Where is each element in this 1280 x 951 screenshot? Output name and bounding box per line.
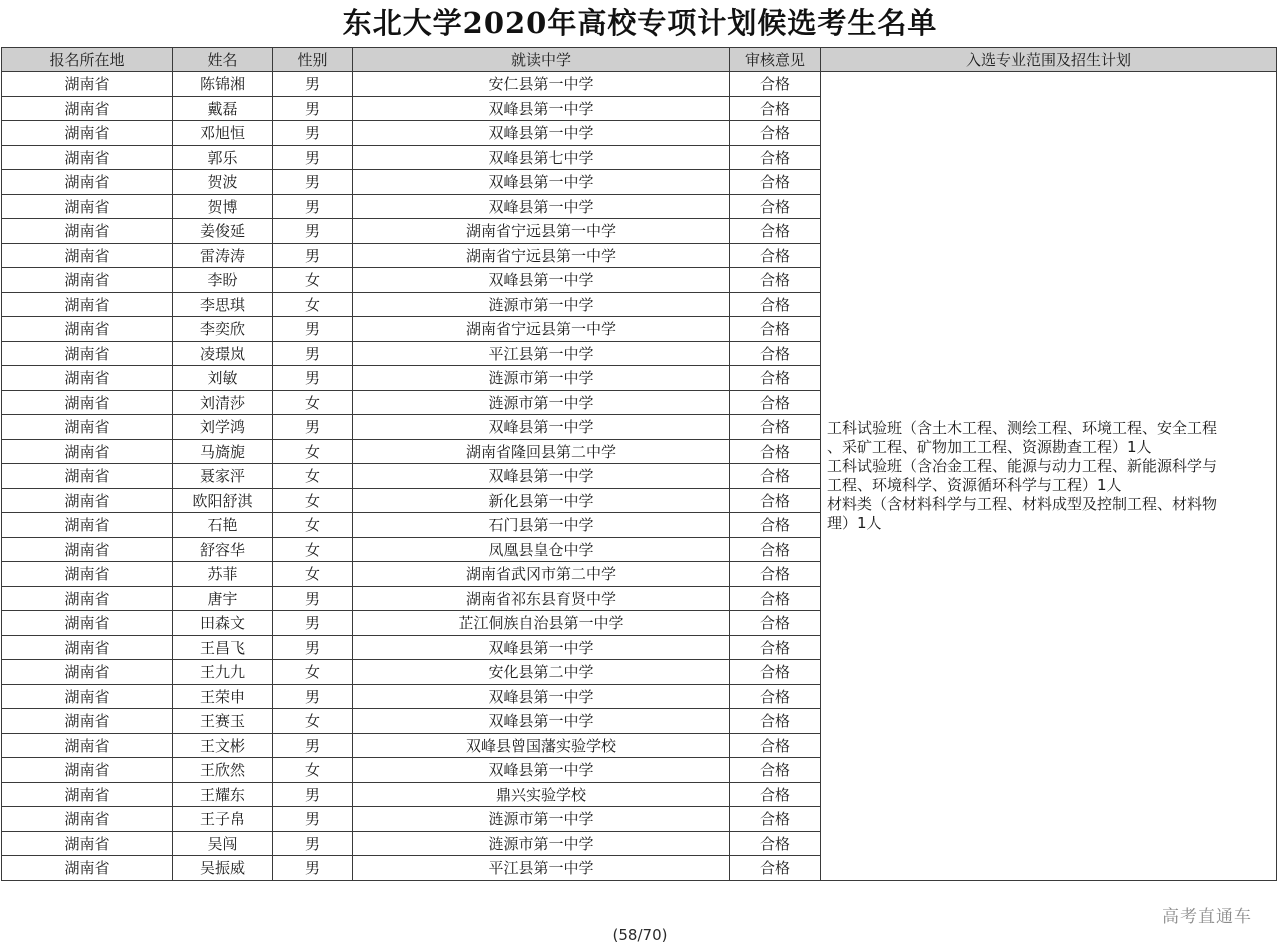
gender-cell: 男 [273, 243, 353, 268]
review-cell: 合格 [730, 194, 821, 219]
review-cell: 合格 [730, 170, 821, 195]
name-cell: 贺波 [173, 170, 273, 195]
page-number: (58/70) [612, 926, 668, 944]
gender-cell: 男 [273, 782, 353, 807]
gender-cell: 男 [273, 733, 353, 758]
name-cell: 王九九 [173, 660, 273, 685]
column-header-region: 报名所在地 [2, 48, 173, 72]
gender-cell: 男 [273, 831, 353, 856]
name-cell: 刘学鸿 [173, 415, 273, 440]
review-cell: 合格 [730, 341, 821, 366]
school-cell: 湖南省武冈市第二中学 [353, 562, 730, 587]
region-cell: 湖南省 [2, 758, 173, 783]
review-cell: 合格 [730, 366, 821, 391]
table-row [2, 72, 1277, 97]
region-cell: 湖南省 [2, 292, 173, 317]
gender-cell: 男 [273, 586, 353, 611]
gender-cell: 女 [273, 660, 353, 685]
name-cell: 邓旭恒 [173, 121, 273, 146]
name-cell: 贺博 [173, 194, 273, 219]
region-cell: 湖南省 [2, 439, 173, 464]
review-cell: 合格 [730, 831, 821, 856]
column-header-gender: 性别 [273, 48, 353, 72]
column-header-plan: 入选专业范围及招生计划 [821, 48, 1277, 72]
school-cell: 鼎兴实验学校 [353, 782, 730, 807]
table-body [2, 72, 1277, 881]
school-cell: 双峰县第七中学 [353, 145, 730, 170]
name-cell: 郭乐 [173, 145, 273, 170]
review-cell: 合格 [730, 513, 821, 538]
school-cell: 新化县第一中学 [353, 488, 730, 513]
plan-cell [821, 72, 1277, 881]
gender-cell: 男 [273, 415, 353, 440]
review-cell: 合格 [730, 219, 821, 244]
gender-cell: 女 [273, 268, 353, 293]
name-cell: 戴磊 [173, 96, 273, 121]
name-cell: 吴闯 [173, 831, 273, 856]
region-cell: 湖南省 [2, 807, 173, 832]
plan-line: 工程、环境科学、资源循环科学与工程）1人 [827, 475, 1122, 494]
review-cell: 合格 [730, 660, 821, 685]
gender-cell: 男 [273, 96, 353, 121]
gender-cell: 男 [273, 341, 353, 366]
gender-cell: 男 [273, 194, 353, 219]
review-cell: 合格 [730, 856, 821, 881]
region-cell: 湖南省 [2, 660, 173, 685]
review-cell: 合格 [730, 439, 821, 464]
review-cell: 合格 [730, 733, 821, 758]
school-cell: 涟源市第一中学 [353, 807, 730, 832]
name-cell: 舒容华 [173, 537, 273, 562]
gender-cell: 男 [273, 807, 353, 832]
gender-cell: 女 [273, 537, 353, 562]
region-cell: 湖南省 [2, 635, 173, 660]
name-cell: 陈锦湘 [173, 72, 273, 97]
review-cell: 合格 [730, 464, 821, 489]
region-cell: 湖南省 [2, 341, 173, 366]
column-header-school: 就读中学 [353, 48, 730, 72]
review-cell: 合格 [730, 96, 821, 121]
review-cell: 合格 [730, 415, 821, 440]
school-cell: 安仁县第一中学 [353, 72, 730, 97]
school-cell: 湖南省隆回县第二中学 [353, 439, 730, 464]
school-cell: 安化县第二中学 [353, 660, 730, 685]
region-cell: 湖南省 [2, 782, 173, 807]
school-cell: 双峰县第一中学 [353, 96, 730, 121]
review-cell: 合格 [730, 611, 821, 636]
name-cell: 欧阳舒淇 [173, 488, 273, 513]
name-cell: 唐宇 [173, 586, 273, 611]
school-cell: 双峰县第一中学 [353, 268, 730, 293]
school-cell: 双峰县第一中学 [353, 464, 730, 489]
region-cell: 湖南省 [2, 194, 173, 219]
school-cell: 涟源市第一中学 [353, 366, 730, 391]
gender-cell: 女 [273, 292, 353, 317]
region-cell: 湖南省 [2, 96, 173, 121]
school-cell: 双峰县第一中学 [353, 170, 730, 195]
region-cell: 湖南省 [2, 488, 173, 513]
region-cell: 湖南省 [2, 317, 173, 342]
column-header-review: 审核意见 [730, 48, 821, 72]
school-cell: 凤凰县皇仓中学 [353, 537, 730, 562]
school-cell: 双峰县曾国藩实验学校 [353, 733, 730, 758]
review-cell: 合格 [730, 268, 821, 293]
review-cell: 合格 [730, 562, 821, 587]
column-header-name: 姓名 [173, 48, 273, 72]
school-cell: 双峰县第一中学 [353, 194, 730, 219]
school-cell: 涟源市第一中学 [353, 292, 730, 317]
table-header-row [2, 48, 1277, 72]
review-cell: 合格 [730, 537, 821, 562]
review-cell: 合格 [730, 243, 821, 268]
name-cell: 马旖旎 [173, 439, 273, 464]
school-cell: 双峰县第一中学 [353, 684, 730, 709]
gender-cell: 女 [273, 758, 353, 783]
review-cell: 合格 [730, 145, 821, 170]
name-cell: 姜俊延 [173, 219, 273, 244]
region-cell: 湖南省 [2, 415, 173, 440]
review-cell: 合格 [730, 782, 821, 807]
name-cell: 王赛玉 [173, 709, 273, 734]
gender-cell: 女 [273, 562, 353, 587]
gender-cell: 男 [273, 856, 353, 881]
review-cell: 合格 [730, 72, 821, 97]
region-cell: 湖南省 [2, 72, 173, 97]
region-cell: 湖南省 [2, 831, 173, 856]
school-cell: 芷江侗族自治县第一中学 [353, 611, 730, 636]
plan-line: 、采矿工程、矿物加工工程、资源勘查工程）1人 [827, 437, 1152, 456]
region-cell: 湖南省 [2, 366, 173, 391]
review-cell: 合格 [730, 684, 821, 709]
gender-cell: 女 [273, 488, 353, 513]
gender-cell: 男 [273, 145, 353, 170]
gender-cell: 男 [273, 684, 353, 709]
gender-cell: 女 [273, 390, 353, 415]
school-cell: 涟源市第一中学 [353, 831, 730, 856]
review-cell: 合格 [730, 488, 821, 513]
name-cell: 王欣然 [173, 758, 273, 783]
region-cell: 湖南省 [2, 170, 173, 195]
name-cell: 王文彬 [173, 733, 273, 758]
region-cell: 湖南省 [2, 611, 173, 636]
region-cell: 湖南省 [2, 219, 173, 244]
review-cell: 合格 [730, 317, 821, 342]
school-cell: 湖南省宁远县第一中学 [353, 243, 730, 268]
gender-cell: 男 [273, 366, 353, 391]
document-title: 东北大学2020年高校专项计划候选考生名单 [342, 6, 938, 40]
region-cell: 湖南省 [2, 537, 173, 562]
name-cell: 刘敏 [173, 366, 273, 391]
review-cell: 合格 [730, 758, 821, 783]
candidate-table [1, 47, 1277, 881]
review-cell: 合格 [730, 390, 821, 415]
school-cell: 湖南省祁东县育贤中学 [353, 586, 730, 611]
gender-cell: 女 [273, 464, 353, 489]
gender-cell: 女 [273, 439, 353, 464]
name-cell: 王荣申 [173, 684, 273, 709]
school-cell: 双峰县第一中学 [353, 758, 730, 783]
name-cell: 李盼 [173, 268, 273, 293]
name-cell: 石艳 [173, 513, 273, 538]
gender-cell: 男 [273, 219, 353, 244]
name-cell: 王昌飞 [173, 635, 273, 660]
review-cell: 合格 [730, 121, 821, 146]
region-cell: 湖南省 [2, 513, 173, 538]
school-cell: 平江县第一中学 [353, 856, 730, 881]
school-cell: 石门县第一中学 [353, 513, 730, 538]
gender-cell: 男 [273, 611, 353, 636]
school-cell: 双峰县第一中学 [353, 415, 730, 440]
school-cell: 双峰县第一中学 [353, 635, 730, 660]
school-cell: 平江县第一中学 [353, 341, 730, 366]
school-cell: 湖南省宁远县第一中学 [353, 219, 730, 244]
name-cell: 苏菲 [173, 562, 273, 587]
name-cell: 田森文 [173, 611, 273, 636]
name-cell: 雷涛涛 [173, 243, 273, 268]
school-cell: 双峰县第一中学 [353, 121, 730, 146]
region-cell: 湖南省 [2, 562, 173, 587]
gender-cell: 男 [273, 635, 353, 660]
region-cell: 湖南省 [2, 856, 173, 881]
review-cell: 合格 [730, 292, 821, 317]
region-cell: 湖南省 [2, 586, 173, 611]
plan-line: 理）1人 [827, 513, 882, 532]
name-cell: 李思琪 [173, 292, 273, 317]
school-cell: 湖南省宁远县第一中学 [353, 317, 730, 342]
region-cell: 湖南省 [2, 709, 173, 734]
gender-cell: 男 [273, 317, 353, 342]
name-cell: 刘清莎 [173, 390, 273, 415]
name-cell: 吴振威 [173, 856, 273, 881]
region-cell: 湖南省 [2, 464, 173, 489]
name-cell: 王子帛 [173, 807, 273, 832]
review-cell: 合格 [730, 807, 821, 832]
name-cell: 王耀东 [173, 782, 273, 807]
review-cell: 合格 [730, 586, 821, 611]
name-cell: 凌璟岚 [173, 341, 273, 366]
region-cell: 湖南省 [2, 684, 173, 709]
gender-cell: 男 [273, 170, 353, 195]
gender-cell: 女 [273, 709, 353, 734]
review-cell: 合格 [730, 709, 821, 734]
region-cell: 湖南省 [2, 390, 173, 415]
gender-cell: 男 [273, 72, 353, 97]
region-cell: 湖南省 [2, 145, 173, 170]
region-cell: 湖南省 [2, 268, 173, 293]
name-cell: 李奕欣 [173, 317, 273, 342]
plan-line: 材料类（含材料科学与工程、材料成型及控制工程、材料物 [827, 494, 1218, 513]
school-cell: 双峰县第一中学 [353, 709, 730, 734]
region-cell: 湖南省 [2, 243, 173, 268]
name-cell: 聂家泙 [173, 464, 273, 489]
region-cell: 湖南省 [2, 733, 173, 758]
gender-cell: 男 [273, 121, 353, 146]
review-cell: 合格 [730, 635, 821, 660]
plan-line: 工科试验班（含土木工程、测绘工程、环境工程、安全工程 [827, 418, 1218, 437]
plan-line: 工科试验班（含冶金工程、能源与动力工程、新能源科学与 [827, 456, 1218, 475]
school-cell: 涟源市第一中学 [353, 390, 730, 415]
watermark-text: 高考直通车 [1162, 907, 1252, 927]
gender-cell: 女 [273, 513, 353, 538]
region-cell: 湖南省 [2, 121, 173, 146]
